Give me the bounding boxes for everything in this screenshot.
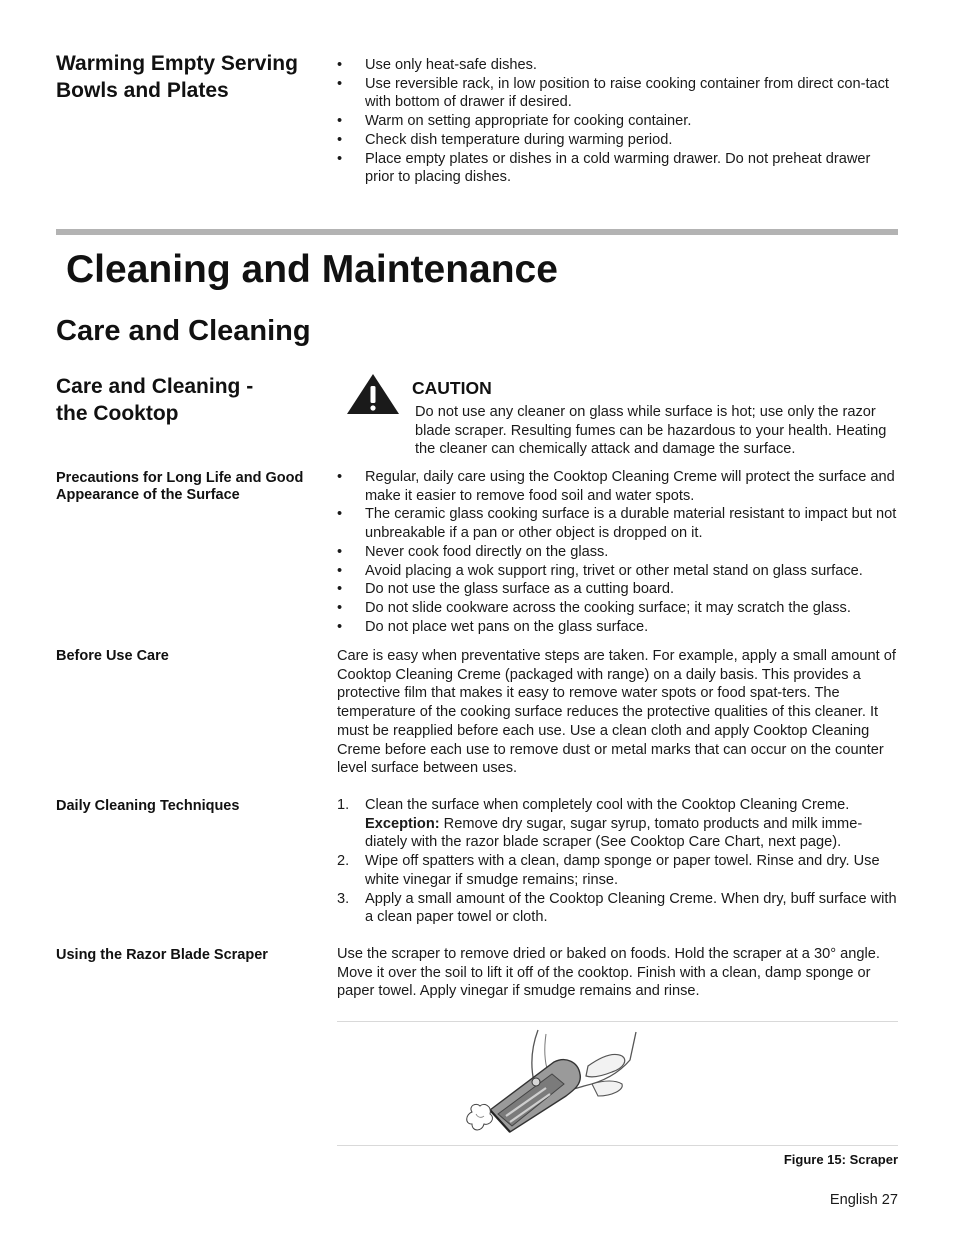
list-item: • Place empty plates or dishes in a cold warming drawer. Do not preheat drawer prior to placing dishes. [337, 150, 871, 186]
chapter-rule [56, 229, 898, 235]
figure-top-rule [337, 1021, 898, 1022]
list-item: • Use reversible rack, in low position to raise cooking container from direct con-tact with bottom of drawer if desired. [337, 75, 889, 111]
precautions-list [337, 468, 902, 636]
list-item: • Do not place wet pans on the glass surface. [337, 618, 649, 635]
precautions-heading: Precautions for Long Life and Good Appearance of the Surface [56, 470, 304, 503]
razor-text: Use the scraper to remove dried or baked on foods. Hold the scraper at a 30° angle. Move it over the soil to lift it off of the cooktop. Finish with a clean, damp sponge or paper towel. Apply vinegar if smudge remains and rinse. [337, 946, 880, 1000]
razor-heading: Using the Razor Blade Scraper [56, 947, 268, 963]
before-use-heading: Before Use Care [56, 648, 169, 664]
cooktop-heading: Care and Cleaning - the Cooktop [56, 375, 254, 425]
section-title: Care and Cleaning [56, 315, 311, 347]
list-item: • Use only heat-safe dishes. [337, 57, 537, 73]
list-item: • Do not use the glass surface as a cutting board. [337, 581, 675, 598]
caution-text: Do not use any cleaner on glass while surface is hot; use only the razor blade scraper. Resulting fumes can be hazardous to your health. Heating the cleaner can chemically attack and damage the surface. [415, 404, 887, 458]
warning-triangle-icon [346, 373, 400, 415]
figure-bottom-rule [337, 1145, 898, 1146]
scraper-illustration [462, 1026, 642, 1140]
list-item: 2. Wipe off spatters with a clean, damp sponge or paper towel. Rinse and dry. Use white vinegar if smudge remains; rinse. [337, 853, 880, 888]
figure-caption: Figure 15: Scraper [783, 1152, 898, 1167]
caution-title: CAUTION [412, 378, 492, 398]
daily-steps [337, 796, 902, 927]
list-item: • Check dish temperature during warming period. [337, 131, 673, 148]
list-item: • Warm on setting appropriate for cooking container. [337, 113, 692, 130]
before-use-text: Care is easy when preventative steps are taken. For example, apply a small amount of Cooktop Cleaning Creme (packaged with range) on a daily basis. This provides a protective film that makes it easy to remove water spots or food spat-ters. The temperature of the cooking surface reduces the protective qualities of this cleaner. It must be reapplied before each use. Use a clean cloth and apply Cooktop Cleaning Creme before each use to remove dust or metal marks that can occur on the counter level surface between uses. [337, 648, 896, 777]
list-item: • The ceramic glass cooking surface is a durable material resistant to impact but not unbreakable if a pan or other object is dropped on it. [337, 506, 897, 542]
list-item: • Never cook food directly on the glass. [337, 543, 609, 560]
warming-heading: Warming Empty Serving Bowls and Plates [56, 52, 298, 102]
list-item: 3. Apply a small amount of the Cooktop Cleaning Creme. When dry, buff surface with a clean paper towel or cloth. [337, 890, 897, 926]
daily-heading: Daily Cleaning Techniques [56, 798, 240, 814]
list-item: • Regular, daily care using the Cooktop Cleaning Creme will protect the surface and make it easier to remove food soil and water spots. [337, 469, 895, 504]
page-footer: English 27 [829, 1192, 898, 1208]
warming-list [337, 56, 902, 187]
chapter-title: Cleaning and Maintenance [66, 248, 558, 291]
list-item: • Do not slide cookware across the cooking surface; it may scratch the glass. [337, 599, 851, 616]
list-item: • Avoid placing a wok support ring, trivet or other metal stand on glass surface. [337, 562, 863, 579]
list-item: 1. Clean the surface when completely cool with the Cooktop Cleaning Creme. Exception: Remove dry sugar, sugar syrup, tomato products and milk imme-diately with the razor blade scraper (See Cooktop Care Chart, next page). [337, 797, 863, 851]
